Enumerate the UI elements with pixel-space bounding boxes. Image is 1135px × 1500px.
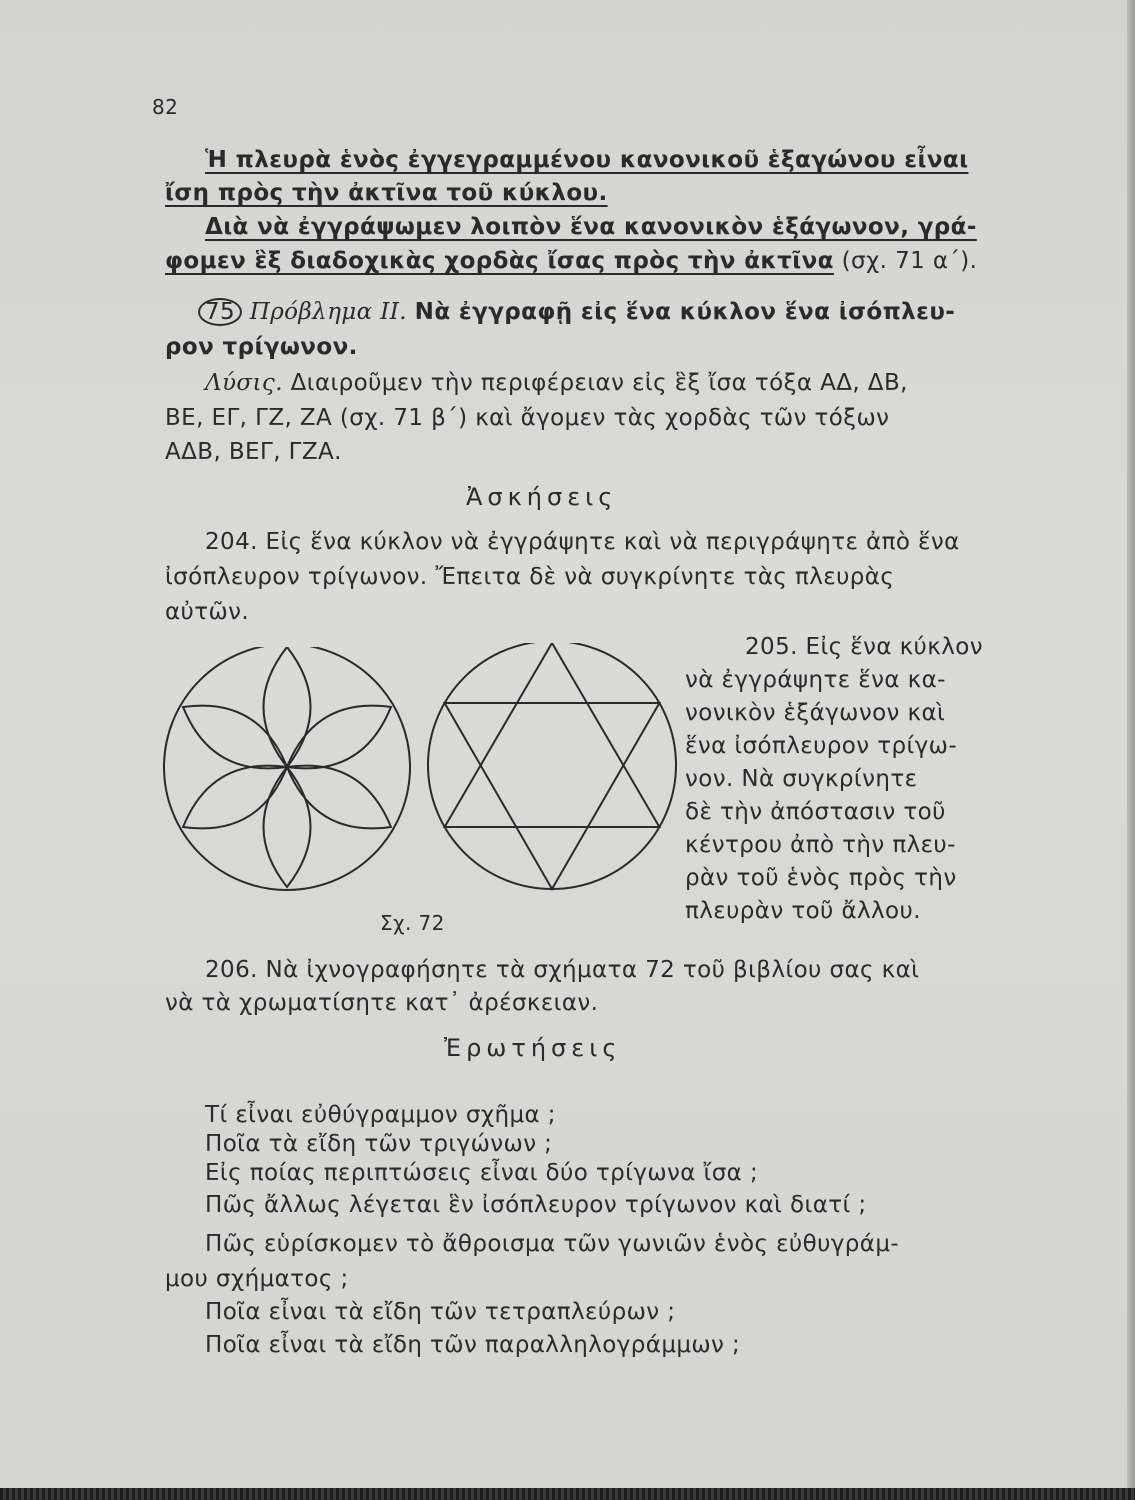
page-number: 82 — [152, 95, 179, 119]
problem-75-line-1 — [198, 297, 955, 327]
exercises-heading: Ἀσκήσεις — [466, 483, 618, 511]
exercise-205-line-2: νὰ ἐγγράψητε ἕνα κα- — [685, 667, 946, 693]
exercise-206-line-2: νὰ τὰ χρωματίσητε κατ᾽ ἀρέσκειαν. — [165, 990, 599, 1016]
question-7: Ποῖα εἶναι τὰ εἴδη τῶν παραλληλογράμμων ; — [205, 1332, 741, 1358]
exercise-205-line-8: ρὰν τοῦ ἑνὸς πρὸς τὴν — [685, 865, 957, 891]
exercise-205-line-7: κέντρου ἀπὸ τὴν πλευ- — [685, 832, 956, 858]
rule-line-4-ref: (σχ. 71 α΄). — [841, 248, 978, 274]
petal — [275, 747, 402, 848]
rosette-figure — [160, 647, 414, 901]
question-1: Τί εἶναι εὐθύγραμμον σχῆμα ; — [205, 1102, 556, 1128]
problem-text-2: ρον τρίγωνον. — [165, 334, 358, 360]
petal — [264, 647, 311, 767]
exercise-206-line-1: 206. Νὰ ἰχνογραφήσητε τὰ σχήματα 72 τοῦ βιβλίου σας καὶ — [205, 957, 920, 983]
rule-line-1: Ἡ πλευρὰ ἑνὸς ἐγγεγραμμένου κανονικοῦ ἑξαγώνου εἶναι — [205, 147, 969, 173]
solution-line-1 — [205, 368, 908, 398]
question-4: Πῶς ἄλλως λέγεται ἓν ἰσόπλευρον τρίγωνον καὶ διατί ; — [205, 1192, 867, 1218]
downward-triangle — [445, 703, 660, 889]
hexagram-figure — [425, 643, 679, 897]
rule-line-3: Διὰ νὰ ἐγγράψωμεν λοιπὸν ἕνα κανονικὸν ἑξάγωνον, γρά- — [205, 214, 977, 240]
rule-line-4 — [165, 246, 977, 276]
page-edge-shadow — [1127, 0, 1135, 1500]
exercise-204-line-1: 204. Εἰς ἕνα κύκλον νὰ ἐγγράψητε καὶ νὰ περιγράψητε ἀπὸ ἕνα — [205, 529, 960, 555]
problem-number-badge: 75 — [198, 298, 242, 326]
rule-line-4-underlined: φομεν ἓξ διαδοχικὰς χορδὰς ἴσας πρὸς τὴν ἀκτῖνα — [165, 248, 834, 274]
solution-line-3: ΑΔΒ, ΒΕΓ, ΓΖΑ. — [165, 439, 342, 465]
upward-triangle — [445, 643, 660, 827]
scan-border — [0, 1488, 1135, 1500]
question-3: Εἰς ποίας περιπτώσεις εἶναι δύο τρίγωνα ἴσα ; — [205, 1160, 759, 1186]
questions-heading: Ἐρωτήσεις — [444, 1034, 622, 1062]
rule-line-2: ἴση πρὸς τὴν ἀκτῖνα τοῦ κύκλου. — [165, 180, 608, 206]
petal — [264, 767, 311, 887]
solution-text-1: Διαιροῦμεν τὴν περιφέρειαν εἰς ἓξ ἴσα τόξα ΑΔ, ΔΒ, — [290, 370, 908, 396]
exercise-205-line-5: νον. Νὰ συγκρίνητε — [685, 766, 918, 792]
question-6: Ποῖα εἶναι τὰ εἴδη τῶν τετραπλεύρων ; — [205, 1299, 676, 1325]
exercise-205-line-3: νονικὸν ἑξάγωνον καὶ — [685, 700, 946, 726]
exercise-205-line-4: ἕνα ἰσόπλευρον τρίγω- — [685, 733, 958, 759]
exercise-205-line-6: δὲ τὴν ἀπόστασιν τοῦ — [685, 799, 946, 825]
solution-line-2: ΒΕ, ΕΓ, ΓΖ, ΖΑ (σχ. 71 β΄) καὶ ἄγομεν τὰς χορδὰς τῶν τόξων — [165, 405, 890, 431]
solution-label: Λύσις. — [205, 370, 283, 396]
question-5-line-2: μου σχήματος ; — [165, 1266, 349, 1292]
question-2: Ποῖα τὰ εἴδη τῶν τριγώνων ; — [205, 1131, 553, 1157]
problem-label: Πρόβλημα ΙΙ. — [249, 299, 407, 325]
exercise-204-line-2: ἰσόπλευρον τρίγωνον. Ἔπειτα δὲ νὰ συγκρίνητε τὰς πλευρὰς — [165, 564, 895, 590]
petal — [275, 687, 402, 788]
problem-text-1: Νὰ ἐγγραφῇ εἰς ἕνα κύκλον ἕνα ἰσόπλευ- — [414, 299, 956, 325]
hexagram-circle — [428, 643, 676, 889]
figure-caption: Σχ. 72 — [380, 911, 445, 935]
exercise-205-line-9: πλευρὰν τοῦ ἄλλου. — [685, 898, 921, 924]
exercise-204-line-3: αὐτῶν. — [165, 599, 250, 625]
rosette-petals — [171, 647, 402, 887]
question-5-line-1: Πῶς εὑρίσκομεν τὸ ἄθροισμα τῶν γωνιῶν ἑνὸς εὐθυγράμ- — [205, 1231, 900, 1257]
petal — [171, 687, 298, 788]
petal — [171, 747, 298, 848]
exercise-205-line-1: 205. Εἰς ἕνα κύκλον — [745, 634, 983, 660]
